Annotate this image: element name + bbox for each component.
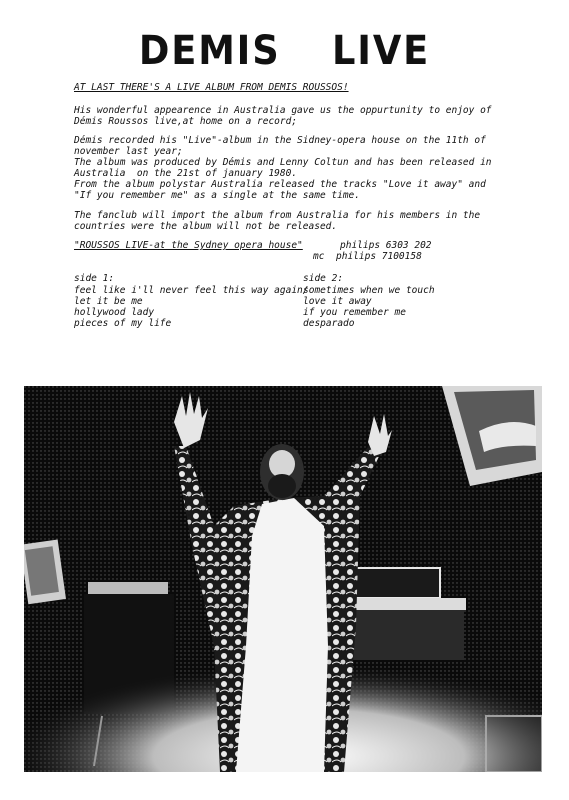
- paragraph-line: His wonderful appearence in Australia gave us the oppurtunity to enjoy of: [74, 105, 492, 116]
- mc-catalog-number: philips 7100158: [336, 251, 422, 262]
- track-item: desparado: [303, 318, 355, 329]
- mc-label: mc: [313, 251, 325, 262]
- track-item: let it be me: [74, 296, 143, 307]
- paragraph-line: Démis recorded his "Live"-album in the Sidney-opera house on the 11th of: [74, 135, 486, 146]
- side-2-label: side 2:: [303, 273, 344, 284]
- concert-photo: [24, 386, 542, 772]
- paragraph-line: The album was produced by Démis and Lenny Coltun and has been released in: [74, 157, 492, 168]
- lp-catalog-number: philips 6303 202: [340, 240, 432, 251]
- paragraph-line: Démis Roussos live,at home on a record;: [74, 116, 298, 127]
- paragraph-line: countries were the album will not be released.: [74, 221, 338, 232]
- track-item: feel like i'll never feel this way again/: [74, 285, 309, 296]
- album-title: "ROUSSOS LIVE-at the Sydney opera house": [74, 240, 303, 251]
- paragraph-line: The fanclub will import the album from Australia for his members in the: [74, 210, 481, 221]
- concert-photo-icon: [24, 386, 542, 772]
- track-item: if you remember me: [303, 307, 406, 318]
- paragraph-line: Australia on the 21st of january 1980.: [74, 168, 298, 179]
- paragraph-line: From the album polystar Australia released the tracks "Love it away" and: [74, 179, 486, 190]
- track-item: pieces of my life: [74, 318, 172, 329]
- intro-headline: AT LAST THERE'S A LIVE ALBUM FROM DEMIS ROUSSOS!: [74, 82, 349, 93]
- track-item: sometimes when we touch: [303, 285, 435, 296]
- paragraph-line: "If you remember me" as a single at the same time.: [74, 190, 360, 201]
- page-title: DEMIS LIVE: [138, 28, 431, 74]
- paragraph-line: november last year;: [74, 146, 183, 157]
- track-item: love it away: [303, 296, 372, 307]
- side-1-label: side 1:: [74, 273, 115, 284]
- track-item: hollywood lady: [74, 307, 155, 318]
